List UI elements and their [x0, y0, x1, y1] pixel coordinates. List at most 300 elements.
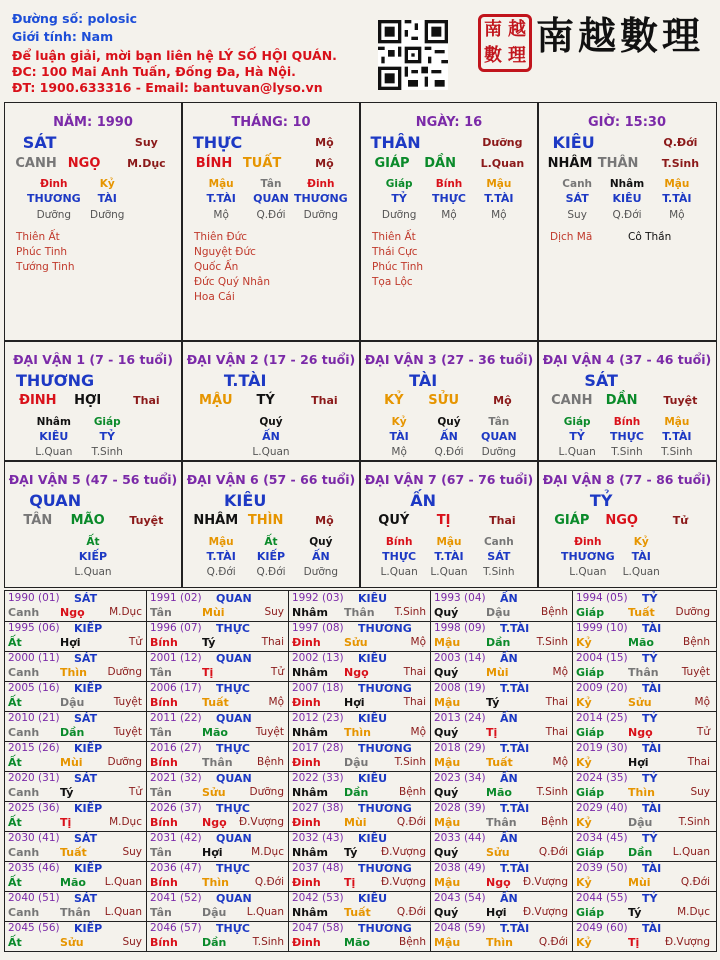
stage-label: Tử — [696, 726, 710, 738]
year-label: 2007 (18) — [292, 682, 344, 694]
stage-label: Q.Đới — [538, 846, 568, 858]
pillar-title: GIỜ: 15:30 — [588, 115, 666, 130]
earthly-branch: Tị — [486, 726, 498, 739]
year-label: 1992 (03) — [292, 592, 344, 604]
hidden-stem: Ất — [86, 536, 100, 548]
luck-period-title: ĐẠI VẬN 1 (7 - 16 tuổi) — [13, 352, 173, 367]
year-label: 2022 (33) — [292, 772, 344, 784]
heavenly-stem: Canh — [8, 726, 40, 739]
hidden-stage: L.Quan — [74, 566, 112, 578]
year-label: 2003 (14) — [434, 652, 486, 664]
hidden-ten-god: SÁT — [565, 192, 589, 205]
earthly-branch: Thìn — [202, 876, 229, 889]
hidden-ten-god: ẤN — [262, 430, 280, 443]
stage-label: Thai — [403, 666, 426, 678]
hidden-stem: Đinh — [40, 178, 68, 190]
hidden-stage: T.Sinh — [483, 566, 515, 578]
stage-label: Tuyệt — [663, 394, 698, 407]
stage-label: Q.Đới — [396, 906, 426, 918]
year-label: 2045 (56) — [8, 922, 60, 934]
hidden-stem: Kỷ — [633, 536, 649, 548]
year-label: 2036 (47) — [150, 862, 202, 874]
earthly-branch: Hợi — [344, 696, 365, 709]
year-label: 2024 (35) — [576, 772, 628, 784]
star-label: Dịch Mã — [550, 231, 593, 243]
earthly-branch: Ngọ — [628, 726, 653, 739]
hidden-ten-god: T.TÀI — [434, 550, 464, 563]
year-label: 2040 (51) — [8, 892, 60, 904]
stage-label: Tử — [672, 514, 689, 527]
ten-god-label: TÀI — [642, 742, 662, 755]
heavenly-stem: Mậu — [434, 696, 461, 709]
year-label: 2012 (23) — [292, 712, 344, 724]
stage-label: Bệnh — [541, 606, 568, 618]
heavenly-stem: Đinh — [292, 876, 321, 889]
stage-label: L.Quan — [104, 876, 142, 888]
ten-god-label: ẤN — [500, 712, 518, 725]
stage-label: L.Quan — [480, 157, 525, 170]
ten-god-label: SÁT — [74, 712, 98, 725]
ten-god-label: SÁT — [22, 133, 57, 152]
hidden-stage: Dưỡng — [481, 446, 517, 458]
year-label: 2030 (41) — [8, 832, 60, 844]
star-label: Phúc Tinh — [16, 246, 68, 258]
year-label: 2008 (19) — [434, 682, 486, 694]
year-label: 2026 (37) — [150, 802, 202, 814]
ten-god-label: T.TÀI — [500, 682, 530, 695]
hidden-stage: L.Quan — [252, 446, 290, 458]
year-label: 2001 (12) — [150, 652, 202, 664]
stage-label: Mộ — [410, 726, 426, 738]
earthly-branch: Tuất — [344, 906, 371, 919]
earthly-branch: TÝ — [256, 393, 275, 408]
stage-label: Dưỡng — [107, 756, 142, 768]
stage-label: Bệnh — [399, 786, 426, 798]
ten-god-label: ẤN — [500, 592, 518, 605]
earthly-branch: Tý — [344, 846, 358, 859]
stage-label: Đ.Vượng — [522, 906, 568, 918]
heavenly-stem: Quý — [434, 666, 459, 679]
ten-god-label: TỶ — [642, 592, 658, 605]
brand-logo: 南越數理 — [536, 13, 705, 58]
earthly-branch: Tị — [344, 876, 356, 889]
heavenly-stem: Ất — [8, 816, 22, 829]
hidden-stage: Mộ — [491, 209, 507, 221]
year-label: 2033 (44) — [434, 832, 486, 844]
heavenly-stem: Đinh — [292, 816, 321, 829]
ten-god-label: TÀI — [642, 622, 662, 635]
year-label: 2044 (55) — [576, 892, 628, 904]
stage-label: Mộ — [552, 666, 568, 678]
star-label: Nguyệt Đức — [194, 246, 256, 258]
hidden-stage: L.Quan — [380, 566, 418, 578]
earthly-branch: Thân — [202, 756, 233, 769]
heavenly-stem: Giáp — [576, 906, 605, 919]
stage-label: T.Sinh — [678, 816, 710, 828]
ten-god-label: THƯƠNG — [358, 742, 412, 755]
ten-god-label: THƯƠNG — [358, 622, 412, 635]
stage-label: Mộ — [694, 696, 710, 708]
earthly-branch: TỊ — [436, 513, 451, 528]
luck-period-title: ĐẠI VẬN 6 (57 - 66 tuổi) — [186, 472, 356, 487]
name-line: Đường số: polosic — [12, 11, 138, 26]
earthly-branch: Tý — [202, 636, 216, 649]
ten-god-label: T.TÀI — [500, 622, 530, 635]
ten-god-label: THỰC — [216, 742, 250, 755]
earthly-branch: Ngọ — [344, 666, 369, 679]
year-label: 2028 (39) — [434, 802, 486, 814]
hidden-ten-god: THỰC — [382, 550, 417, 563]
heavenly-stem: Quý — [434, 846, 459, 859]
year-label: 2011 (22) — [150, 712, 202, 724]
earthly-branch: Mão — [486, 786, 512, 799]
year-label: 1993 (04) — [434, 592, 486, 604]
stage-label: Tử — [270, 666, 284, 678]
ten-god-label: T.TÀI — [500, 802, 530, 815]
ten-god-label: THỰC — [216, 682, 250, 695]
stage-label: Đ.Vượng — [380, 876, 426, 888]
year-label: 2019 (30) — [576, 742, 628, 754]
hidden-ten-god: T.TÀI — [206, 192, 236, 205]
stage-label: Tuyệt — [113, 696, 142, 708]
year-label: 2016 (27) — [150, 742, 202, 754]
earthly-branch: Tị — [202, 666, 214, 679]
luck-period-title: ĐẠI VẬN 5 (47 - 56 tuổi) — [8, 472, 178, 487]
heavenly-stem: ĐINH — [19, 393, 57, 408]
heavenly-stem: Kỷ — [576, 756, 592, 769]
stage-label: Mộ — [410, 636, 426, 648]
year-label: 1996 (07) — [150, 622, 202, 634]
ten-god-label: TỶ — [642, 832, 658, 845]
hidden-ten-god: TÀI — [389, 430, 409, 443]
hidden-stem: Canh — [483, 536, 514, 548]
year-label: 2020 (31) — [8, 772, 60, 784]
hidden-ten-god: KIẾP — [78, 550, 108, 563]
hidden-stage: T.Sinh — [611, 446, 643, 458]
heavenly-stem: KỶ — [384, 393, 404, 408]
hidden-ten-god: TỶ — [391, 192, 407, 205]
ten-god-label: ẤN — [410, 491, 437, 510]
star-label: Đức Quý Nhân — [194, 276, 270, 288]
year-label: 2043 (54) — [434, 892, 486, 904]
earthly-branch: Mùi — [60, 756, 83, 769]
luck-period-title: ĐẠI VẬN 4 (37 - 46 tuổi) — [542, 352, 712, 367]
ten-god-label: QUAN — [216, 712, 252, 725]
year-label: 2046 (57) — [150, 922, 202, 934]
hidden-stem: Quý — [259, 416, 283, 428]
hidden-ten-god: QUAN — [253, 192, 289, 205]
hidden-stem: Ất — [264, 536, 278, 548]
earthly-branch: NGỌ — [605, 513, 638, 528]
year-label: 2017 (28) — [292, 742, 344, 754]
heavenly-stem: Giáp — [576, 846, 605, 859]
earthly-branch: Tý — [628, 906, 642, 919]
hidden-ten-god: TỶ — [569, 430, 585, 443]
year-label: 2018 (29) — [434, 742, 486, 754]
ten-god-label: TỶ — [642, 892, 658, 905]
year-label: 2023 (34) — [434, 772, 486, 784]
ten-god-label: TÀI — [642, 802, 662, 815]
earthly-branch: Dần — [344, 786, 369, 799]
stage-label: T.Sinh — [394, 756, 426, 768]
year-label: 1995 (06) — [8, 622, 60, 634]
hidden-ten-god: KIÊU — [39, 430, 69, 443]
stage-label: Q.Đới — [680, 876, 710, 888]
heavenly-stem: Canh — [8, 606, 40, 619]
hidden-stem: Mậu — [664, 416, 690, 428]
ten-god-label: TỶ — [642, 652, 658, 665]
earthly-branch: TUẤT — [242, 156, 282, 171]
star-label: Cô Thần — [628, 231, 672, 243]
heavenly-stem: Đinh — [292, 936, 321, 949]
heavenly-stem: Đinh — [292, 756, 321, 769]
ten-god-label: THƯƠNG — [358, 922, 412, 935]
hidden-ten-god: T.TÀI — [662, 192, 692, 205]
year-label: 2039 (50) — [576, 862, 628, 874]
year-label: 2013 (24) — [434, 712, 486, 724]
year-label: 2005 (16) — [8, 682, 60, 694]
stage-label: Thai — [687, 756, 710, 768]
hidden-stem: Mậu — [208, 536, 234, 548]
heavenly-stem: QUÝ — [378, 513, 410, 528]
year-label: 2021 (32) — [150, 772, 202, 784]
ten-god-label: ẤN — [500, 832, 518, 845]
stage-label: Thai — [403, 696, 426, 708]
earthly-branch: Thìn — [344, 726, 371, 739]
earthly-branch: Tị — [628, 936, 640, 949]
stage-label: Mộ — [552, 756, 568, 768]
stage-label: Q.Đới — [396, 816, 426, 828]
earthly-branch: Mùi — [486, 666, 509, 679]
heavenly-stem: Canh — [8, 906, 40, 919]
hidden-ten-god: KIÊU — [612, 192, 642, 205]
heavenly-stem: Nhâm — [292, 666, 328, 679]
ten-god-label: TÀI — [642, 922, 662, 935]
earthly-branch: Dậu — [344, 756, 369, 769]
hidden-stem: Mậu — [664, 178, 690, 190]
earthly-branch: Mùi — [628, 876, 651, 889]
hidden-stage: Q.Đới — [256, 209, 286, 221]
stage-label: M.Dục — [127, 157, 166, 170]
hidden-stage: Suy — [567, 209, 587, 221]
year-label: 2034 (45) — [576, 832, 628, 844]
hidden-ten-god: ẤN — [440, 430, 458, 443]
stage-label: Q.Đới — [663, 136, 698, 149]
hidden-stage: L.Quan — [622, 566, 660, 578]
heavenly-stem: Bính — [150, 756, 178, 769]
heavenly-stem: Tân — [150, 726, 172, 739]
year-label: 2006 (17) — [150, 682, 202, 694]
stage-label: T.Sinh — [661, 157, 700, 170]
hidden-stem: Tân — [488, 416, 510, 428]
earthly-branch: Ngọ — [202, 816, 227, 829]
earthly-branch: Mão — [344, 936, 370, 949]
stage-label: M.Dục — [109, 606, 142, 618]
earthly-branch: Dần — [60, 726, 85, 739]
stage-label: L.Quan — [672, 846, 710, 858]
stage-label: Suy — [690, 786, 710, 798]
ten-god-label: T.TÀI — [500, 922, 530, 935]
stage-label: Dưỡng — [249, 786, 284, 798]
hidden-stage: T.Sinh — [91, 446, 123, 458]
hidden-stem: Giáp — [563, 416, 591, 428]
year-label: 2032 (43) — [292, 832, 344, 844]
ten-god-label: T.TÀI — [500, 742, 530, 755]
heavenly-stem: Giáp — [576, 666, 605, 679]
earthly-branch: Dậu — [628, 816, 653, 829]
heavenly-stem: Đinh — [292, 696, 321, 709]
stage-label: Tuyệt — [255, 726, 284, 738]
earthly-branch: Sửu — [344, 636, 368, 649]
year-label: 2047 (58) — [292, 922, 344, 934]
ten-god-label: THƯƠNG — [358, 862, 412, 875]
stage-label: Mộ — [315, 136, 334, 149]
stage-label: Đ.Vượng — [238, 816, 284, 828]
stage-label: Dưỡng — [107, 666, 142, 678]
ten-god-label: THỰC — [216, 862, 250, 875]
ten-god-label: QUAN — [216, 832, 252, 845]
ten-god-label: SÁT — [74, 892, 98, 905]
star-label: Thiên Ất — [16, 231, 60, 243]
earthly-branch: DẦN — [605, 393, 638, 408]
stage-label: Bệnh — [257, 756, 284, 768]
hidden-stage: Mộ — [391, 446, 407, 458]
ten-god-label: THƯƠNG — [358, 682, 412, 695]
heavenly-stem: Quý — [434, 606, 459, 619]
hidden-stem: Mậu — [486, 178, 512, 190]
hidden-ten-god: T.TÀI — [484, 192, 514, 205]
stage-label: M.Dục — [251, 846, 284, 858]
hidden-stage: Q.Đới — [612, 209, 642, 221]
luck-period-title: ĐẠI VẬN 3 (27 - 36 tuổi) — [364, 352, 534, 367]
hidden-stage: Dưỡng — [89, 209, 125, 221]
earthly-branch: THÂN — [597, 156, 639, 171]
earthly-branch: Dậu — [60, 696, 85, 709]
heavenly-stem: Ất — [8, 876, 22, 889]
year-label: 1990 (01) — [8, 592, 60, 604]
earthly-branch: Sửu — [60, 936, 84, 949]
earthly-branch: Thân — [628, 666, 659, 679]
stage-label: T.Sinh — [394, 606, 426, 618]
ten-god-label: SÁT — [74, 592, 98, 605]
heavenly-stem: Tân — [150, 906, 172, 919]
hidden-stem: Bính — [435, 178, 463, 190]
ten-god-label: KIẾP — [74, 742, 103, 755]
seal-stamp: 南 越 數 理 — [478, 14, 532, 72]
hidden-stem: Tân — [260, 178, 282, 190]
earthly-branch: Tý — [60, 786, 74, 799]
earthly-branch: Dần — [202, 936, 227, 949]
earthly-branch: Tị — [60, 816, 72, 829]
earthly-branch: Dần — [486, 636, 511, 649]
hidden-stage: Q.Đới — [434, 446, 464, 458]
heavenly-stem: GIÁP — [374, 156, 410, 171]
luck-period-title: ĐẠI VẬN 8 (77 - 86 tuổi) — [542, 472, 712, 487]
hidden-ten-god: SÁT — [487, 550, 511, 563]
hidden-stem: Canh — [562, 178, 593, 190]
stage-label: Thai — [261, 636, 284, 648]
year-label: 2049 (60) — [576, 922, 628, 934]
star-label: Quốc Ấn — [194, 261, 239, 273]
hidden-stem: Giáp — [93, 416, 121, 428]
heavenly-stem: Kỷ — [576, 696, 592, 709]
heavenly-stem: Canh — [8, 846, 40, 859]
year-label: 1997 (08) — [292, 622, 344, 634]
year-label: 2014 (25) — [576, 712, 628, 724]
qr-code-icon — [378, 20, 448, 90]
earthly-branch: Sửu — [486, 846, 510, 859]
ten-god-label: TỶ — [642, 712, 658, 725]
year-label: 2015 (26) — [8, 742, 60, 754]
star-label: Thiên Đức — [194, 231, 248, 243]
stage-label: Dưỡng — [482, 136, 523, 149]
year-label: 2029 (40) — [576, 802, 628, 814]
ten-god-label: KIÊU — [358, 712, 388, 725]
hidden-stem: Mậu — [436, 536, 462, 548]
stage-label: M.Dục — [677, 906, 710, 918]
heavenly-stem: Tân — [150, 846, 172, 859]
ten-god-label: THỰC — [216, 922, 250, 935]
hidden-stem: Giáp — [385, 178, 413, 190]
stage-label: Mộ — [493, 394, 512, 407]
ten-god-label: THỰC — [192, 133, 243, 152]
hidden-ten-god: QUAN — [480, 430, 517, 443]
hidden-stem: Kỷ — [99, 178, 115, 190]
earthly-branch: MÃO — [70, 513, 105, 528]
ten-god-label: QUAN — [216, 592, 252, 605]
earthly-branch: SỬU — [428, 393, 460, 408]
heavenly-stem: Tân — [150, 786, 172, 799]
year-label: 2004 (15) — [576, 652, 628, 664]
earthly-branch: Mùi — [202, 606, 225, 619]
year-label: 2031 (42) — [150, 832, 202, 844]
heavenly-stem: Tân — [150, 606, 172, 619]
heavenly-stem: GIÁP — [554, 513, 590, 528]
stage-label: T.Sinh — [252, 936, 284, 948]
heavenly-stem: Ất — [8, 696, 22, 709]
earthly-branch: Sửu — [628, 696, 652, 709]
earthly-branch: Dậu — [202, 906, 227, 919]
stage-label: Thai — [545, 726, 568, 738]
heavenly-stem: MẬU — [199, 393, 233, 408]
hidden-stage: Dưỡng — [303, 209, 339, 221]
stage-label: Q.Đới — [538, 936, 568, 948]
pillar-title: NGÀY: 16 — [415, 115, 483, 130]
heavenly-stem: Mậu — [434, 936, 461, 949]
heavenly-stem: Ất — [8, 936, 22, 949]
heavenly-stem: Giáp — [576, 606, 605, 619]
earthly-branch: NGỌ — [67, 156, 101, 171]
heavenly-stem: Nhâm — [292, 906, 328, 919]
hidden-ten-god: TÀI — [97, 192, 117, 205]
hidden-stem: Đinh — [307, 178, 335, 190]
heavenly-stem: Kỷ — [576, 936, 592, 949]
heavenly-stem: Bính — [150, 936, 178, 949]
year-label: 2027 (38) — [292, 802, 344, 814]
star-label: Hoa Cái — [194, 291, 235, 303]
ten-god-label: SÁT — [74, 652, 98, 665]
hidden-stage: Dưỡng — [381, 209, 417, 221]
earthly-branch: DẦN — [424, 156, 456, 171]
star-label: Thái Cực — [372, 246, 418, 258]
ten-god-label: QUAN — [216, 652, 252, 665]
phone-email-line: ĐT: 1900.633316 - Email: bantuvan@lyso.vn — [12, 80, 323, 95]
heavenly-stem: BÍNH — [195, 156, 233, 171]
heavenly-stem: Ất — [8, 636, 22, 649]
year-label: 2048 (59) — [434, 922, 486, 934]
ten-god-label: THỰC — [216, 802, 250, 815]
stage-label: Đ.Vượng — [522, 876, 568, 888]
